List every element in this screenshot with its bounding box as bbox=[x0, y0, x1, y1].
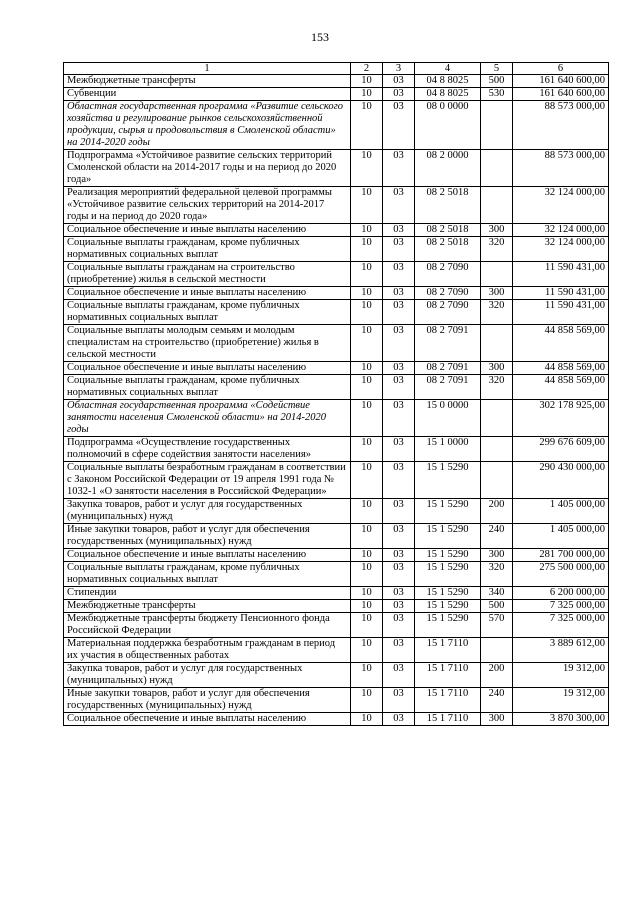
target-article-cell: 15 1 5290 bbox=[415, 462, 481, 499]
row-name-cell: Субвенции bbox=[64, 88, 351, 101]
section-code-cell: 10 bbox=[351, 287, 383, 300]
column-header: 3 bbox=[383, 63, 415, 75]
section-code-cell: 10 bbox=[351, 224, 383, 237]
target-article-cell: 15 1 7110 bbox=[415, 663, 481, 688]
row-name-cell: Социальное обеспечение и иные выплаты населению bbox=[64, 549, 351, 562]
subsection-code-cell: 03 bbox=[383, 638, 415, 663]
section-code-cell: 10 bbox=[351, 562, 383, 587]
target-article-cell: 08 2 7090 bbox=[415, 300, 481, 325]
target-article-cell: 08 2 7091 bbox=[415, 375, 481, 400]
row-name-cell: Стипендии bbox=[64, 587, 351, 600]
target-article-cell: 08 0 0000 bbox=[415, 101, 481, 150]
amount-cell: 32 124 000,00 bbox=[513, 187, 609, 224]
target-article-cell: 08 2 7091 bbox=[415, 325, 481, 362]
table-row bbox=[64, 362, 609, 375]
amount-cell: 32 124 000,00 bbox=[513, 237, 609, 262]
subsection-code-cell: 03 bbox=[383, 663, 415, 688]
column-header: 6 bbox=[513, 63, 609, 75]
section-code-cell: 10 bbox=[351, 375, 383, 400]
subsection-code-cell: 03 bbox=[383, 150, 415, 187]
section-code-cell: 10 bbox=[351, 262, 383, 287]
expense-type-cell: 300 bbox=[481, 224, 513, 237]
column-header: 1 bbox=[64, 63, 351, 75]
subsection-code-cell: 03 bbox=[383, 187, 415, 224]
amount-cell: 11 590 431,00 bbox=[513, 262, 609, 287]
amount-cell: 281 700 000,00 bbox=[513, 549, 609, 562]
subsection-code-cell: 03 bbox=[383, 224, 415, 237]
section-code-cell: 10 bbox=[351, 688, 383, 713]
expense-type-cell: 570 bbox=[481, 613, 513, 638]
expense-type-cell: 500 bbox=[481, 75, 513, 88]
amount-cell: 302 178 925,00 bbox=[513, 400, 609, 437]
section-code-cell: 10 bbox=[351, 600, 383, 613]
row-name-cell: Социальные выплаты гражданам, кроме публичных нормативных социальных выплат bbox=[64, 237, 351, 262]
target-article-cell: 15 1 0000 bbox=[415, 437, 481, 462]
amount-cell: 7 325 000,00 bbox=[513, 600, 609, 613]
expense-type-cell: 300 bbox=[481, 362, 513, 375]
section-code-cell: 10 bbox=[351, 400, 383, 437]
column-header: 2 bbox=[351, 63, 383, 75]
row-name-cell: Подпрограмма «Устойчивое развитие сельских территорий Смоленской области на 2014-2017 годы и на период до 2020 года» bbox=[64, 150, 351, 187]
table-row bbox=[64, 613, 609, 638]
subsection-code-cell: 03 bbox=[383, 613, 415, 638]
table-row bbox=[64, 187, 609, 224]
section-code-cell: 10 bbox=[351, 713, 383, 726]
target-article-cell: 08 2 5018 bbox=[415, 237, 481, 262]
section-code-cell: 10 bbox=[351, 75, 383, 88]
subsection-code-cell: 03 bbox=[383, 437, 415, 462]
amount-cell: 44 858 569,00 bbox=[513, 375, 609, 400]
section-code-cell: 10 bbox=[351, 524, 383, 549]
table-row bbox=[64, 462, 609, 499]
target-article-cell: 08 2 7091 bbox=[415, 362, 481, 375]
expense-type-cell: 300 bbox=[481, 287, 513, 300]
amount-cell: 88 573 000,00 bbox=[513, 150, 609, 187]
row-name-cell: Областная государственная программа «Развитие сельского хозяйства и регулирование рынков сельскохозяйственной продукции, сырья и продовольствия в Смоленской области» на 2014-2020 годы bbox=[64, 101, 351, 150]
section-code-cell: 10 bbox=[351, 300, 383, 325]
expense-type-cell bbox=[481, 150, 513, 187]
amount-cell: 299 676 609,00 bbox=[513, 437, 609, 462]
row-name-cell: Социальное обеспечение и иные выплаты населению bbox=[64, 362, 351, 375]
target-article-cell: 08 2 5018 bbox=[415, 224, 481, 237]
section-code-cell: 10 bbox=[351, 362, 383, 375]
expense-type-cell bbox=[481, 101, 513, 150]
table-row bbox=[64, 75, 609, 88]
row-name-cell: Социальные выплаты молодым семьям и молодым специалистам на строительство (приобретение) жилья в сельской местности bbox=[64, 325, 351, 362]
subsection-code-cell: 03 bbox=[383, 88, 415, 101]
row-name-cell: Иные закупки товаров, работ и услуг для обеспечения государственных (муниципальных) нужд bbox=[64, 688, 351, 713]
target-article-cell: 04 8 8025 bbox=[415, 88, 481, 101]
section-code-cell: 10 bbox=[351, 587, 383, 600]
expense-type-cell bbox=[481, 437, 513, 462]
section-code-cell: 10 bbox=[351, 499, 383, 524]
subsection-code-cell: 03 bbox=[383, 75, 415, 88]
row-name-cell: Социальное обеспечение и иные выплаты населению bbox=[64, 224, 351, 237]
column-header: 4 bbox=[415, 63, 481, 75]
section-code-cell: 10 bbox=[351, 88, 383, 101]
expense-type-cell: 240 bbox=[481, 524, 513, 549]
row-name-cell: Межбюджетные трансферты bbox=[64, 75, 351, 88]
target-article-cell: 15 1 5290 bbox=[415, 562, 481, 587]
expense-type-cell: 300 bbox=[481, 549, 513, 562]
table-row bbox=[64, 562, 609, 587]
section-code-cell: 10 bbox=[351, 462, 383, 499]
amount-cell: 1 405 000,00 bbox=[513, 499, 609, 524]
row-name-cell: Социальное обеспечение и иные выплаты населению bbox=[64, 287, 351, 300]
target-article-cell: 15 1 5290 bbox=[415, 524, 481, 549]
row-name-cell: Областная государственная программа «Содействие занятости населения Смоленской области» на 2014-2020 годы bbox=[64, 400, 351, 437]
amount-cell: 44 858 569,00 bbox=[513, 325, 609, 362]
row-name-cell: Межбюджетные трансферты bbox=[64, 600, 351, 613]
row-name-cell: Социальное обеспечение и иные выплаты населению bbox=[64, 713, 351, 726]
table-row bbox=[64, 150, 609, 187]
table-row bbox=[64, 262, 609, 287]
subsection-code-cell: 03 bbox=[383, 562, 415, 587]
section-code-cell: 10 bbox=[351, 663, 383, 688]
section-code-cell: 10 bbox=[351, 101, 383, 150]
amount-cell: 19 312,00 bbox=[513, 688, 609, 713]
row-name-cell: Подпрограмма «Осуществление государственных полномочий в сфере содействия занятости населения» bbox=[64, 437, 351, 462]
section-code-cell: 10 bbox=[351, 437, 383, 462]
amount-cell: 3 870 300,00 bbox=[513, 713, 609, 726]
expense-type-cell bbox=[481, 638, 513, 663]
subsection-code-cell: 03 bbox=[383, 325, 415, 362]
amount-cell: 44 858 569,00 bbox=[513, 362, 609, 375]
amount-cell: 275 500 000,00 bbox=[513, 562, 609, 587]
row-name-cell: Реализация мероприятий федеральной целевой программы «Устойчивое развитие сельских территорий на 2014-2017 годы и на период до 2020 года» bbox=[64, 187, 351, 224]
amount-cell: 11 590 431,00 bbox=[513, 300, 609, 325]
target-article-cell: 08 2 7090 bbox=[415, 262, 481, 287]
amount-cell: 161 640 600,00 bbox=[513, 75, 609, 88]
expense-type-cell: 500 bbox=[481, 600, 513, 613]
target-article-cell: 15 1 5290 bbox=[415, 600, 481, 613]
subsection-code-cell: 03 bbox=[383, 300, 415, 325]
subsection-code-cell: 03 bbox=[383, 287, 415, 300]
expense-type-cell bbox=[481, 262, 513, 287]
expense-type-cell bbox=[481, 187, 513, 224]
subsection-code-cell: 03 bbox=[383, 362, 415, 375]
row-name-cell: Социальные выплаты гражданам, кроме публичных нормативных социальных выплат bbox=[64, 300, 351, 325]
amount-cell: 7 325 000,00 bbox=[513, 613, 609, 638]
section-code-cell: 10 bbox=[351, 325, 383, 362]
section-code-cell: 10 bbox=[351, 237, 383, 262]
amount-cell: 11 590 431,00 bbox=[513, 287, 609, 300]
section-code-cell: 10 bbox=[351, 549, 383, 562]
expense-type-cell: 530 bbox=[481, 88, 513, 101]
table-row bbox=[64, 287, 609, 300]
target-article-cell: 15 0 0000 bbox=[415, 400, 481, 437]
subsection-code-cell: 03 bbox=[383, 688, 415, 713]
section-code-cell: 10 bbox=[351, 613, 383, 638]
amount-cell: 32 124 000,00 bbox=[513, 224, 609, 237]
section-code-cell: 10 bbox=[351, 150, 383, 187]
expense-type-cell: 300 bbox=[481, 713, 513, 726]
row-name-cell: Социальные выплаты гражданам, кроме публичных нормативных социальных выплат bbox=[64, 375, 351, 400]
target-article-cell: 04 8 8025 bbox=[415, 75, 481, 88]
subsection-code-cell: 03 bbox=[383, 400, 415, 437]
subsection-code-cell: 03 bbox=[383, 524, 415, 549]
amount-cell: 88 573 000,00 bbox=[513, 101, 609, 150]
amount-cell: 1 405 000,00 bbox=[513, 524, 609, 549]
table-row bbox=[64, 300, 609, 325]
expense-type-cell: 320 bbox=[481, 375, 513, 400]
section-code-cell: 10 bbox=[351, 638, 383, 663]
table-row bbox=[64, 663, 609, 688]
expense-type-cell bbox=[481, 462, 513, 499]
subsection-code-cell: 03 bbox=[383, 262, 415, 287]
subsection-code-cell: 03 bbox=[383, 713, 415, 726]
subsection-code-cell: 03 bbox=[383, 375, 415, 400]
table-row bbox=[64, 499, 609, 524]
expense-type-cell: 200 bbox=[481, 663, 513, 688]
table-row bbox=[64, 437, 609, 462]
amount-cell: 19 312,00 bbox=[513, 663, 609, 688]
row-name-cell: Социальные выплаты безработным гражданам в соответствии с Законом Российской Федерации от 19 апреля 1991 года № 1032-1 «О занятости населения в Российской Федерации» bbox=[64, 462, 351, 499]
table-row bbox=[64, 237, 609, 262]
amount-cell: 6 200 000,00 bbox=[513, 587, 609, 600]
expense-type-cell bbox=[481, 325, 513, 362]
expense-type-cell: 320 bbox=[481, 300, 513, 325]
row-name-cell: Закупка товаров, работ и услуг для государственных (муниципальных) нужд bbox=[64, 663, 351, 688]
target-article-cell: 08 2 5018 bbox=[415, 187, 481, 224]
target-article-cell: 15 1 5290 bbox=[415, 499, 481, 524]
target-article-cell: 15 1 5290 bbox=[415, 613, 481, 638]
target-article-cell: 15 1 7110 bbox=[415, 713, 481, 726]
subsection-code-cell: 03 bbox=[383, 587, 415, 600]
subsection-code-cell: 03 bbox=[383, 462, 415, 499]
table-row bbox=[64, 688, 609, 713]
page-number: 153 bbox=[311, 30, 329, 44]
row-name-cell: Иные закупки товаров, работ и услуг для обеспечения государственных (муниципальных) нужд bbox=[64, 524, 351, 549]
table-row bbox=[64, 375, 609, 400]
subsection-code-cell: 03 bbox=[383, 499, 415, 524]
expense-type-cell: 320 bbox=[481, 237, 513, 262]
table-row bbox=[64, 549, 609, 562]
target-article-cell: 15 1 7110 bbox=[415, 638, 481, 663]
target-article-cell: 15 1 7110 bbox=[415, 688, 481, 713]
row-name-cell: Закупка товаров, работ и услуг для государственных (муниципальных) нужд bbox=[64, 499, 351, 524]
expense-type-cell: 320 bbox=[481, 562, 513, 587]
table-row bbox=[64, 224, 609, 237]
expense-type-cell: 240 bbox=[481, 688, 513, 713]
target-article-cell: 08 2 0000 bbox=[415, 150, 481, 187]
table-row bbox=[64, 638, 609, 663]
table-row bbox=[64, 524, 609, 549]
table-row bbox=[64, 325, 609, 362]
expense-type-cell: 340 bbox=[481, 587, 513, 600]
table-row bbox=[64, 101, 609, 150]
subsection-code-cell: 03 bbox=[383, 101, 415, 150]
amount-cell: 3 889 612,00 bbox=[513, 638, 609, 663]
budget-table bbox=[63, 62, 609, 726]
target-article-cell: 08 2 7090 bbox=[415, 287, 481, 300]
subsection-code-cell: 03 bbox=[383, 237, 415, 262]
section-code-cell: 10 bbox=[351, 187, 383, 224]
table-row bbox=[64, 600, 609, 613]
expense-type-cell bbox=[481, 400, 513, 437]
table-row bbox=[64, 88, 609, 101]
row-name-cell: Социальные выплаты гражданам, кроме публичных нормативных социальных выплат bbox=[64, 562, 351, 587]
row-name-cell: Материальная поддержка безработным гражданам в период их участия в общественных работах bbox=[64, 638, 351, 663]
target-article-cell: 15 1 5290 bbox=[415, 549, 481, 562]
table-row bbox=[64, 713, 609, 726]
table-row bbox=[64, 400, 609, 437]
row-name-cell: Межбюджетные трансферты бюджету Пенсионного фонда Российской Федерации bbox=[64, 613, 351, 638]
expense-type-cell: 200 bbox=[481, 499, 513, 524]
table-row bbox=[64, 587, 609, 600]
amount-cell: 290 430 000,00 bbox=[513, 462, 609, 499]
row-name-cell: Социальные выплаты гражданам на строительство (приобретение) жилья в сельской местности bbox=[64, 262, 351, 287]
amount-cell: 161 640 600,00 bbox=[513, 88, 609, 101]
subsection-code-cell: 03 bbox=[383, 600, 415, 613]
column-header: 5 bbox=[481, 63, 513, 75]
target-article-cell: 15 1 5290 bbox=[415, 587, 481, 600]
header-row bbox=[64, 63, 609, 75]
subsection-code-cell: 03 bbox=[383, 549, 415, 562]
